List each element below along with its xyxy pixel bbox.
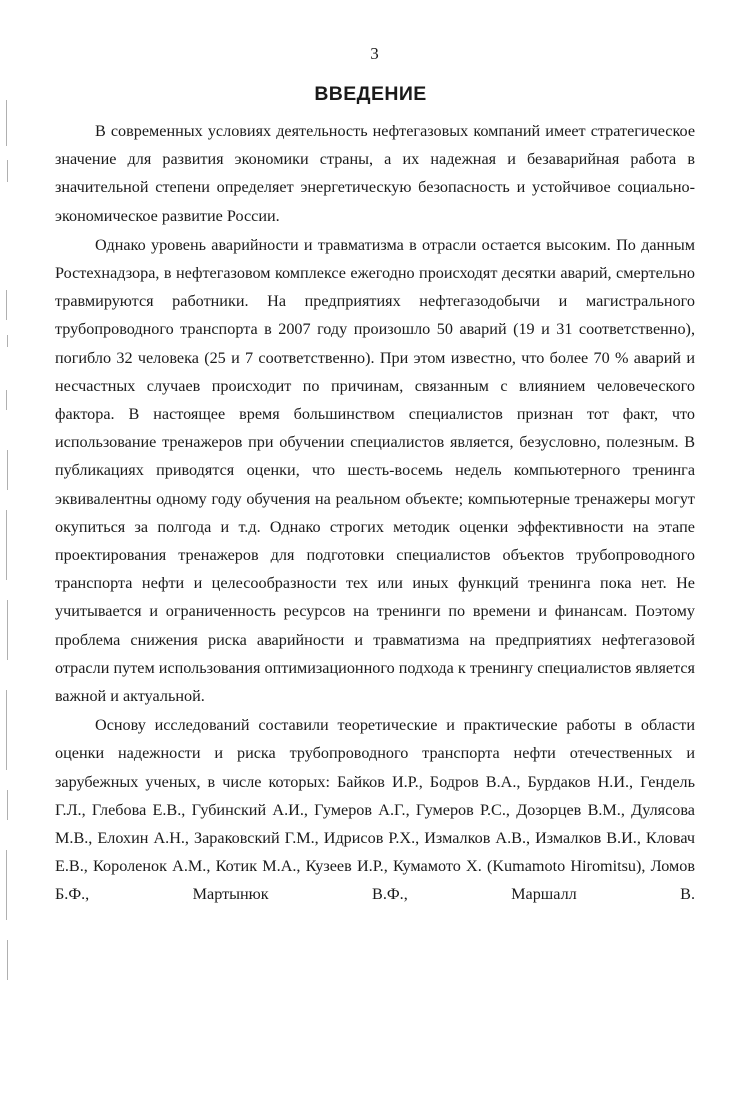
scan-mark (6, 850, 7, 920)
scan-mark (6, 100, 7, 146)
body-text (55, 117, 695, 909)
scan-mark (6, 290, 7, 320)
page-number: 3 (370, 44, 379, 63)
page-title: ВВЕДЕНИЕ (314, 83, 427, 105)
paragraph-intro: В современных условиях деятельность нефтегазовых компаний имеет стратегическое значение для развития экономики страны, а их надежная и безаварийная работа в значительной степени определяет энергетическую безопасность и устойчивое социально-экономическое развитие России. (55, 122, 695, 225)
scan-mark (7, 335, 8, 347)
scan-mark (7, 940, 8, 980)
scan-mark (7, 450, 8, 490)
scan-mark (7, 790, 8, 820)
scan-mark (6, 390, 7, 410)
scan-mark (7, 600, 8, 660)
paragraph-research-basis: Основу исследований составили теоретические и практические работы в области оценки надежности и риска трубопроводного транспорта нефти отечественных и зарубежных ученых, в числе которых: Байков И.Р., Бодров В.А., Бурдаков Н.И., Гендель Г.Л., Глебова Е.В., Губинский А.И., Гумеров А.Г., Гумеров Р.С., Дозорцев В.М., Дулясова М.В., Елохин А.Н., Зараковский Г.М., Идрисов Р.Х., Измалков А.В., Измалков В.И., Кловач Е.В., Короленок А.М., Котик М.А., Кузеев И.Р., Кумамото Х. (Kumamoto Hiromitsu), Ломов Б.Ф., Мартынюк В.Ф., Маршалл В. (55, 716, 695, 904)
scan-mark (7, 160, 8, 182)
scan-mark (6, 690, 7, 770)
scan-mark (6, 510, 7, 580)
paragraph-accident-rate: Однако уровень аварийности и травматизма в отрасли остается высоким. По данным Ростехнадзора, в нефтегазовом комплексе ежегодно происходят десятки аварий, смертельно травмируются работники. На предприятиях нефтегазодобычи и магистрального трубопроводного транспорта в 2007 году произошло 50 аварий (19 и 31 соответственно), погибло 32 человека (25 и 7 соответственно). При этом известно, что более 70 % аварий и несчастных случаев происходит по причинам, связанным с влиянием человеческого фактора. В настоящее время большинством специалистов признан тот факт, что использование тренажеров при обучении специалистов является, безусловно, полезным. В публикациях приводятся оценки, что шесть-восемь недель компьютерного тренинга эквивалентны одному году обучения на реальном объекте; компьютерные тренажеры могут окупиться за полгода и т.д. Однако строгих методик оценки эффективности на этапе проектирования тренажеров для подготовки специалистов объектов трубопроводного транспорта нефти и целесообразности тех или иных функций тренинга пока нет. Не учитывается и ограниченность ресурсов на тренинги по времени и финансам. Поэтому проблема снижения риска аварийности и травматизма на предприятиях нефтегазовой отрасли путем использования оптимизационного подхода к тренингу специалистов является важной и актуальной. (55, 235, 695, 706)
scan-edge-artifacts (0, 90, 14, 990)
